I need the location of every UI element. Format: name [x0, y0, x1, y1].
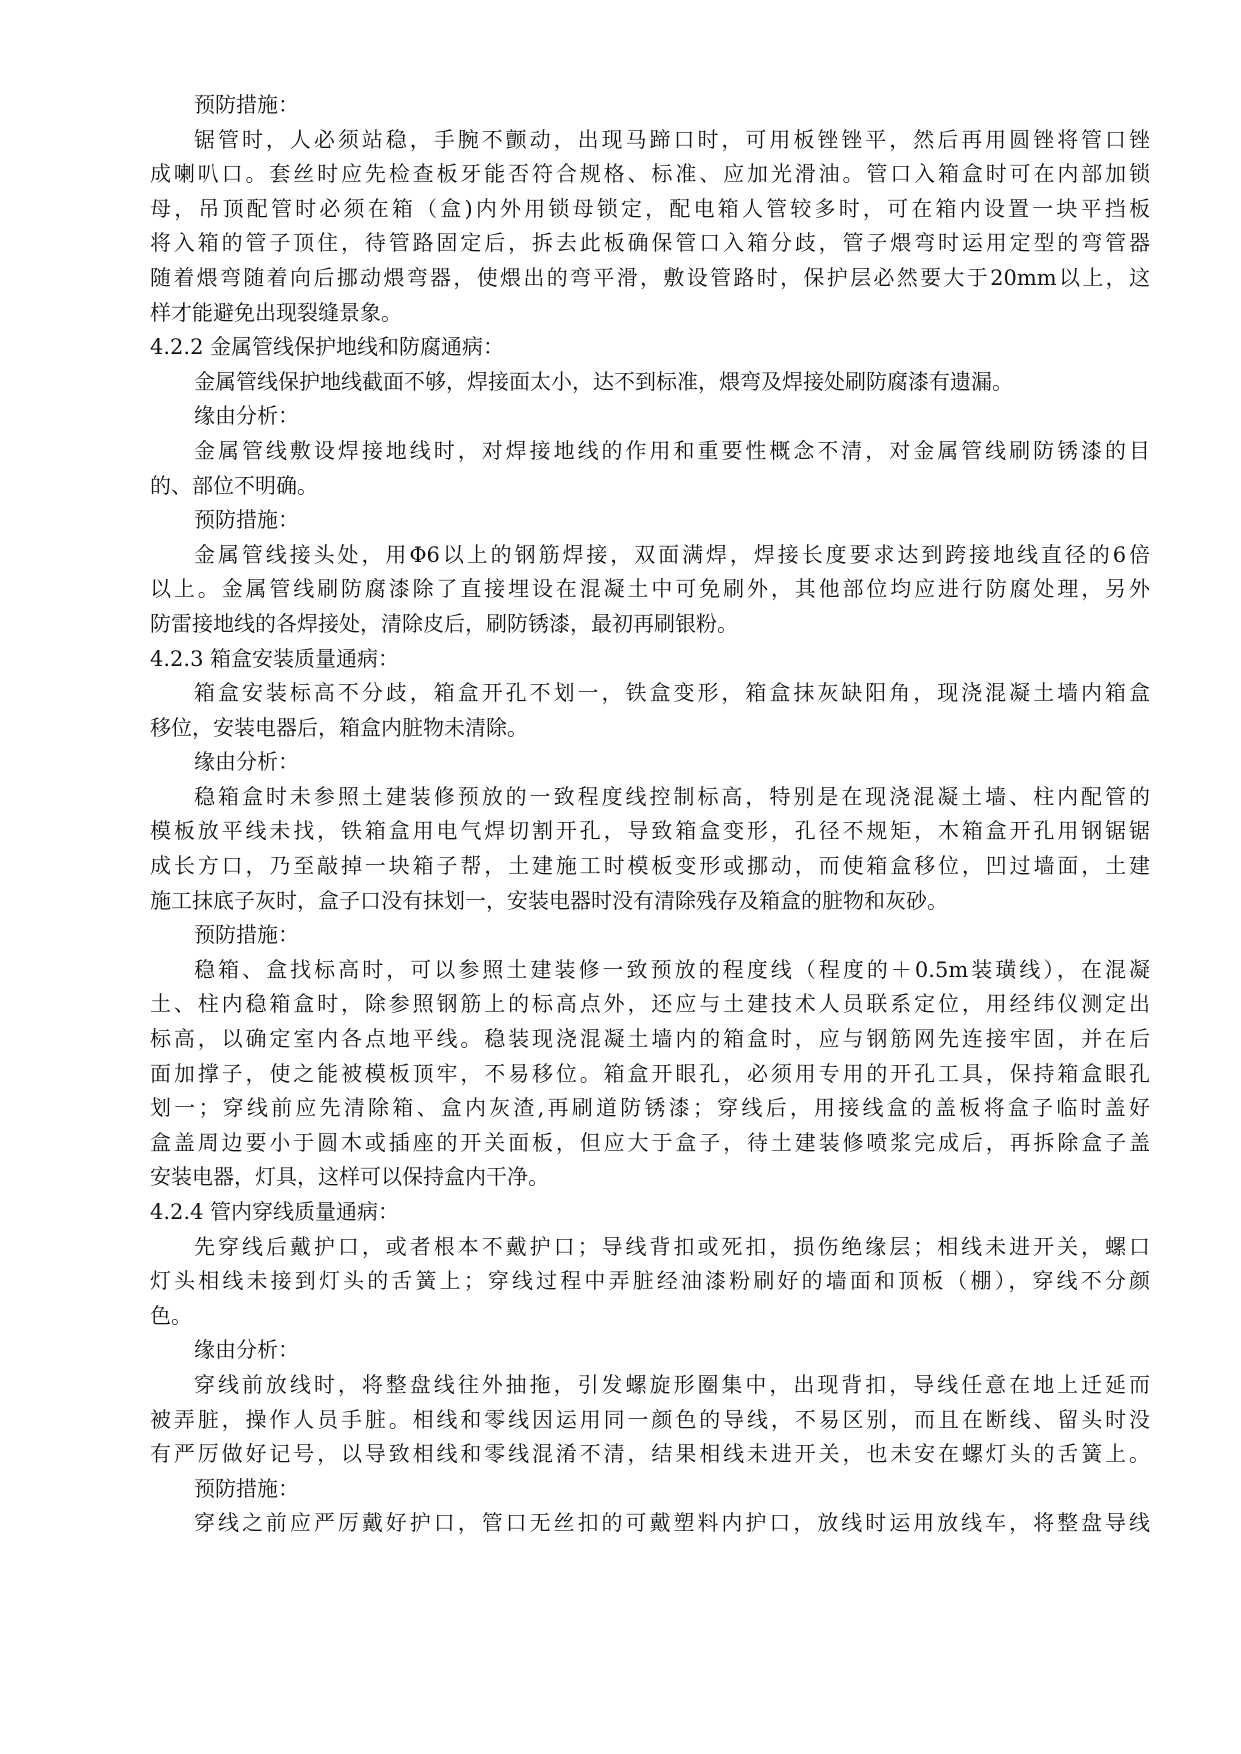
subheading-prevention: 预防措施：	[194, 923, 299, 948]
section-heading-4-2-2	[150, 330, 1150, 365]
paragraph-line: 移位，安装电器后，箱盒内脏物未清除。	[150, 715, 528, 740]
paragraph-line: 模板放平线未找，铁箱盒用电气焊切割开孔，导致箱盒变形，孔径不规矩，木箱盒开孔用钢锯锯	[150, 819, 1150, 844]
paragraph-line: 金属管线保护地线截面不够，焊接面太小，达不到标准，煨弯及焊接处刷防腐漆有遗漏。	[194, 369, 1013, 394]
document-page	[150, 88, 1150, 1541]
paragraph-line: 穿线前放线时，将整盘线往外抽拖，引发螺旋形圈集中，出现背扣，导线任意在地上迁延而	[194, 1372, 1150, 1397]
section-number: 4.2.2	[150, 335, 204, 360]
paragraph-line: 将入箱的管子顶住，待管路固定后，拆去此板确保管口入箱分歧，管子煨弯时运用定型的弯管器	[150, 231, 1150, 256]
paragraph-line: 面加撑子，使之能被模板顶牢，不易移位。箱盒开眼孔，必须用专用的开孔工具，保持箱盒眼孔	[150, 1061, 1150, 1086]
section-number: 4.2.3	[150, 646, 204, 671]
paragraph-line: 金属管线接头处，用Φ6以上的钢筋焊接，双面满焊，焊接长度要求达到跨接地线直径的6倍	[194, 542, 1150, 567]
subheading-prevention: 预防措施：	[194, 1476, 299, 1501]
paragraph-line: 灯头相线未接到灯头的舌簧上；穿线过程中弄脏经油漆粉刷好的墙面和顶板（棚），穿线不分颜	[150, 1269, 1150, 1294]
paragraph-line: 锯管时，人必须站稳，手腕不颤动，出现马蹄口时，可用板锉锉平，然后再用圆锉将管口锉	[194, 127, 1150, 152]
section-title: 管内穿线质量通病：	[210, 1200, 399, 1224]
paragraph-line: 安装电器，灯具，这样可以保持盒内干净。	[150, 1165, 549, 1190]
paragraph-line: 划一；穿线前应先清除箱、盒内灰渣,再刷道防锈漆；穿线后，用接线盒的盖板将盒子临时盖好	[150, 1096, 1150, 1121]
paragraph-line: 箱盒安装标高不分歧，箱盒开孔不划一，铁盒变形，箱盒抹灰缺阳角，现浇混凝土墙内箱盒	[194, 681, 1150, 706]
subheading-prevention: 预防措施：	[194, 93, 299, 117]
paragraph-line: 稳箱、盒找标高时，可以参照土建装修一致预放的程度线（程度的＋0.5m装璜线），在混凝	[194, 957, 1150, 982]
paragraph-line: 的、部位不明确。	[150, 473, 318, 498]
section-heading-4-2-4	[150, 1195, 1150, 1230]
paragraph-line: 成喇叭口。套丝时应先检查板牙能否符合规格、标准、应加光滑油。管口入箱盒时可在内部加锁	[150, 162, 1150, 187]
section-number: 4.2.4	[150, 1200, 204, 1224]
paragraph-line: 防雷接地线的各焊接处，清除皮后，刷防锈漆，最初再刷银粉。	[150, 611, 738, 636]
subheading-prevention: 预防措施：	[194, 508, 299, 533]
paragraph-line: 成长方口，乃至敲掉一块箱子帮，土建施工时模板变形或挪动，而使箱盒移位，凹过墙面，土建	[150, 854, 1150, 879]
paragraph-line: 稳箱盒时未参照土建装修预放的一致程度线控制标高，特别是在现浇混凝土墙、柱内配管的	[194, 784, 1150, 809]
paragraph-line: 有严厉做好记号，以导致相线和零线混淆不清，结果相线未进开关，也未安在螺灯头的舌簧上。	[150, 1442, 1150, 1467]
subheading-cause-analysis: 缘由分析：	[194, 404, 299, 429]
section-title: 金属管线保护地线和防腐通病：	[210, 335, 504, 360]
subheading-cause-analysis: 缘由分析：	[194, 750, 299, 775]
paragraph-line: 穿线之前应严厉戴好护口，管口无丝扣的可戴塑料内护口，放线时运用放线车，将整盘导线	[194, 1511, 1150, 1536]
paragraph-line: 先穿线后戴护口，或者根本不戴护口；导线背扣或死扣，损伤绝缘层；相线未进开关，螺口	[194, 1234, 1150, 1259]
paragraph-line: 色。	[150, 1303, 192, 1328]
paragraph-line: 被弄脏，操作人员手脏。相线和零线因运用同一颜色的导线，不易区别，而且在断线、留头时没	[150, 1407, 1150, 1432]
subheading-cause-analysis: 缘由分析：	[194, 1338, 299, 1363]
paragraph-line: 盒盖周边要小于圆木或插座的开关面板，但应大于盒子，待土建装修喷浆完成后，再拆除盒子盖	[150, 1130, 1150, 1155]
paragraph-line: 样才能避免出现裂缝景象。	[150, 300, 402, 325]
paragraph-line: 施工抹底子灰时，盒子口没有抹划一，安装电器时没有清除残存及箱盒的脏物和灰砂。	[150, 888, 948, 913]
paragraph-line: 金属管线敷设焊接地线时，对焊接地线的作用和重要性概念不清，对金属管线刷防锈漆的目	[194, 438, 1150, 463]
section-heading-4-2-3	[150, 642, 1150, 677]
paragraph-line: 母，吊顶配管时必须在箱（盒)内外用锁母锁定，配电箱人管较多时，可在箱内设置一块平挡板	[150, 196, 1150, 221]
paragraph-line: 土、柱内稳箱盒时，除参照钢筋上的标高点外，还应与土建技术人员联系定位，用经纬仪测定出	[150, 992, 1150, 1017]
paragraph-line: 标高，以确定室内各点地平线。稳装现浇混凝土墙内的箱盒时，应与钢筋网先连接牢固，并在后	[150, 1027, 1150, 1052]
section-title: 箱盒安装质量通病：	[210, 646, 399, 671]
paragraph-line: 以上。金属管线刷防腐漆除了直接埋设在混凝土中可免刷外，其他部位均应进行防腐处理，另外	[150, 577, 1150, 602]
paragraph-line: 随着煨弯随着向后挪动煨弯器，使煨出的弯平滑，敷设管路时，保护层必然要大于20mm以上，这	[150, 265, 1150, 290]
